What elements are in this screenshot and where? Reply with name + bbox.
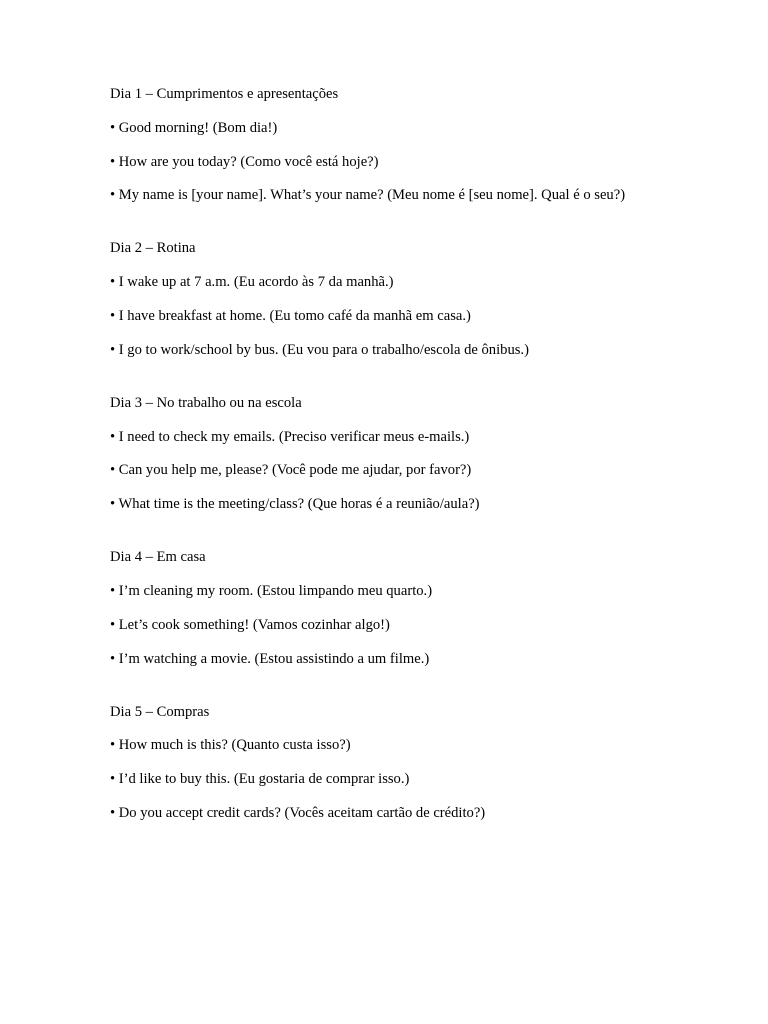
bullet-icon: •	[110, 153, 116, 170]
bullet-icon: •	[110, 616, 116, 633]
bullet-icon: •	[110, 428, 116, 445]
bullet-icon: •	[110, 462, 116, 479]
day-section-2	[110, 238, 730, 359]
bullet-icon: •	[110, 804, 116, 821]
list-item	[110, 649, 730, 669]
bullet-icon: •	[110, 119, 116, 136]
list-item	[110, 803, 730, 823]
list-item	[110, 272, 730, 292]
day-heading: Dia 5 – Compras	[110, 703, 210, 720]
list-item-text: I have breakfast at home. (Eu tomo café da manhã em casa.)	[118, 307, 471, 324]
bullet-icon: •	[110, 341, 116, 358]
list-item	[110, 615, 730, 635]
bullet-icon: •	[110, 582, 116, 599]
list-item	[110, 769, 730, 789]
list-item-text: Do you accept credit cards? (Vocês aceitam cartão de crédito?)	[118, 804, 486, 821]
day-heading: Dia 3 – No trabalho ou na escola	[110, 394, 302, 411]
bullet-icon: •	[110, 650, 116, 667]
list-item	[110, 460, 730, 480]
bullet-icon: •	[110, 496, 116, 513]
bullet-icon: •	[110, 274, 116, 291]
list-item-text: I wake up at 7 a.m. (Eu acordo às 7 da manhã.)	[118, 274, 394, 291]
list-item-text: Let’s cook something! (Vamos cozinhar algo!)	[118, 616, 390, 633]
bullet-icon: •	[110, 187, 116, 204]
list-item	[110, 306, 730, 326]
list-item-text: Can you help me, please? (Você pode me ajudar, por favor?)	[118, 462, 472, 479]
day-section-1	[110, 84, 730, 205]
list-item-text: I go to work/school by bus. (Eu vou para o trabalho/escola de ônibus.)	[118, 341, 529, 358]
day-heading: Dia 4 – Em casa	[110, 549, 206, 566]
bullet-icon: •	[110, 737, 116, 754]
day-section-3	[110, 393, 730, 514]
list-item	[110, 152, 730, 172]
list-item-text: Good morning! (Bom dia!)	[118, 119, 278, 136]
bullet-icon: •	[110, 771, 116, 788]
list-item-text: How much is this? (Quanto custa isso?)	[118, 737, 351, 754]
list-item	[110, 185, 730, 205]
list-item	[110, 427, 730, 447]
day-section-5	[110, 702, 730, 823]
list-item	[110, 735, 730, 755]
list-item-text: What time is the meeting/class? (Que horas é a reunião/aula?)	[118, 496, 480, 513]
day-heading: Dia 2 – Rotina	[110, 240, 196, 257]
bullet-icon: •	[110, 307, 116, 324]
list-item-text: I need to check my emails. (Preciso verificar meus e-mails.)	[118, 428, 470, 445]
list-item-text: I’m cleaning my room. (Estou limpando meu quarto.)	[118, 582, 433, 599]
day-heading: Dia 1 – Cumprimentos e apresentações	[110, 86, 339, 102]
day-section-4	[110, 547, 730, 668]
list-item	[110, 494, 730, 514]
list-item	[110, 340, 730, 360]
document-page	[110, 84, 730, 856]
list-item-text: I’d like to buy this. (Eu gostaria de comprar isso.)	[118, 771, 410, 788]
list-item-text: My name is [your name]. What’s your name? (Meu nome é [seu nome]. Qual é o seu?)	[118, 187, 626, 204]
list-item	[110, 118, 730, 138]
list-item-text: I’m watching a movie. (Estou assistindo a um filme.)	[118, 650, 430, 667]
list-item	[110, 581, 730, 601]
list-item-text: How are you today? (Como você está hoje?)	[118, 153, 379, 170]
